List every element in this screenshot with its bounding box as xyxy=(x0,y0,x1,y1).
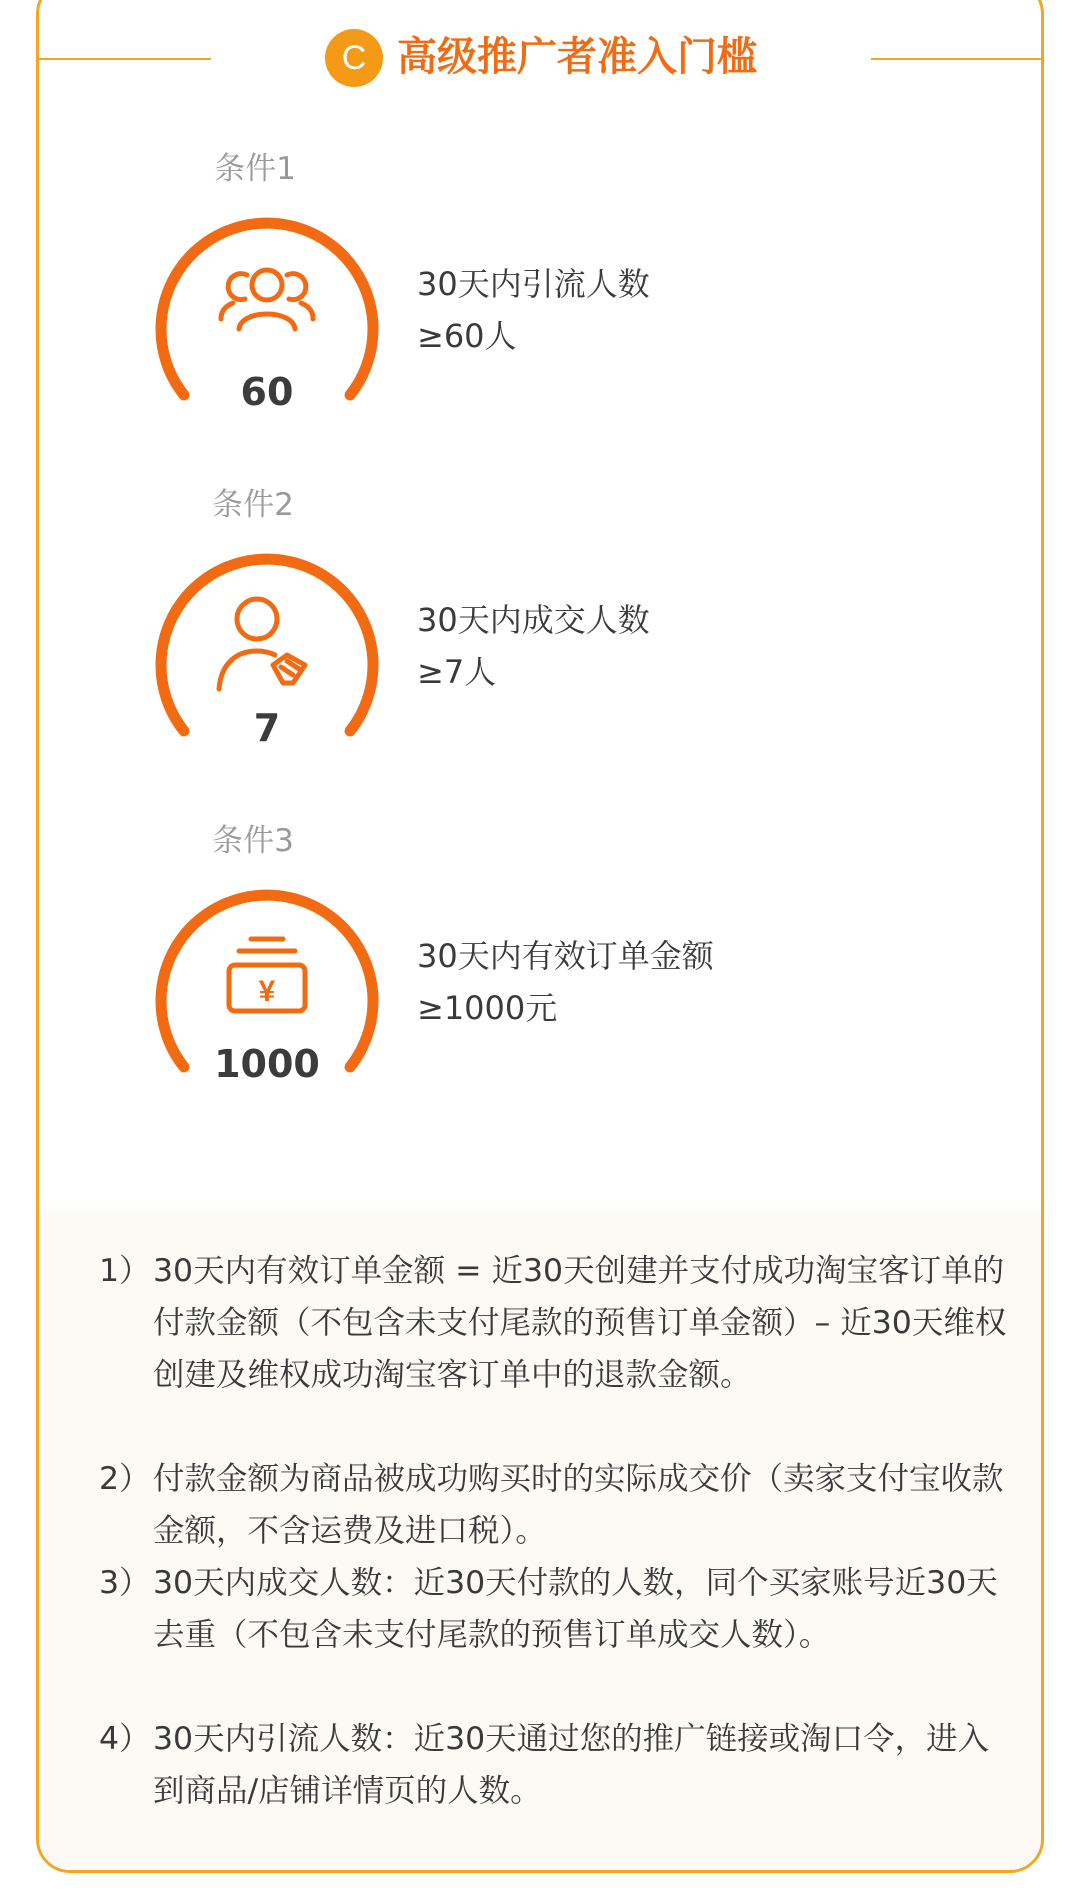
condition-label: 条件2 xyxy=(212,487,294,523)
condition-gauge xyxy=(155,877,379,1101)
condition-label: 条件1 xyxy=(214,151,296,187)
yuan-glyph: ¥ xyxy=(258,975,276,1008)
condition-gauge xyxy=(155,205,379,429)
note-number: 3） xyxy=(99,1565,151,1601)
level-badge-icon: C xyxy=(325,29,383,87)
section-title: 高级推广者准入门槛 xyxy=(397,34,757,80)
condition-threshold: ≥60人 xyxy=(417,317,517,355)
note-text: 付款金额为商品被成功购买时的实际成交价（卖家支付宝收款金额，不含运费及进口税）。 xyxy=(153,1461,1004,1549)
note-item xyxy=(99,1245,1019,1401)
users-icon xyxy=(213,257,321,357)
header-divider-left xyxy=(39,58,211,60)
condition-label: 条件3 xyxy=(212,823,294,859)
condition-title: 30天内成交人数 xyxy=(417,601,650,639)
condition-value: 7 xyxy=(253,706,281,750)
note-number: 2） xyxy=(99,1461,151,1497)
condition-threshold: ≥1000元 xyxy=(417,989,558,1027)
note-item xyxy=(99,1557,1019,1661)
note-text: 30天内成交人数：近30天付款的人数，同个买家账号近30天去重（不包含未支付尾款的预售订单成交人数）。 xyxy=(153,1565,998,1653)
note-item xyxy=(99,1713,1019,1817)
money-box-icon xyxy=(213,929,321,1029)
condition-value: 60 xyxy=(240,370,294,414)
user-handshake-icon xyxy=(213,593,321,693)
condition-gauge xyxy=(155,541,379,765)
note-number: 1） xyxy=(99,1253,151,1289)
note-text: 30天内有效订单金额 = 近30天创建并支付成功淘宝客订单的付款金额（不包含未支付尾款的预售订单金额）– 近30天维权创建及维权成功淘宝客订单中的退款金额。 xyxy=(153,1253,1007,1393)
condition-title: 30天内有效订单金额 xyxy=(417,937,714,975)
header-divider-right xyxy=(871,58,1041,60)
note-number: 4） xyxy=(99,1721,151,1757)
note-item xyxy=(99,1453,1019,1557)
condition-threshold: ≥7人 xyxy=(417,653,497,691)
threshold-card xyxy=(36,0,1044,1873)
notes-panel xyxy=(39,1211,1044,1873)
condition-title: 30天内引流人数 xyxy=(417,265,650,303)
condition-value: 1000 xyxy=(214,1042,320,1086)
note-text: 30天内引流人数：近30天通过您的推广链接或淘口令，进入到商品/店铺详情页的人数。 xyxy=(153,1721,990,1809)
